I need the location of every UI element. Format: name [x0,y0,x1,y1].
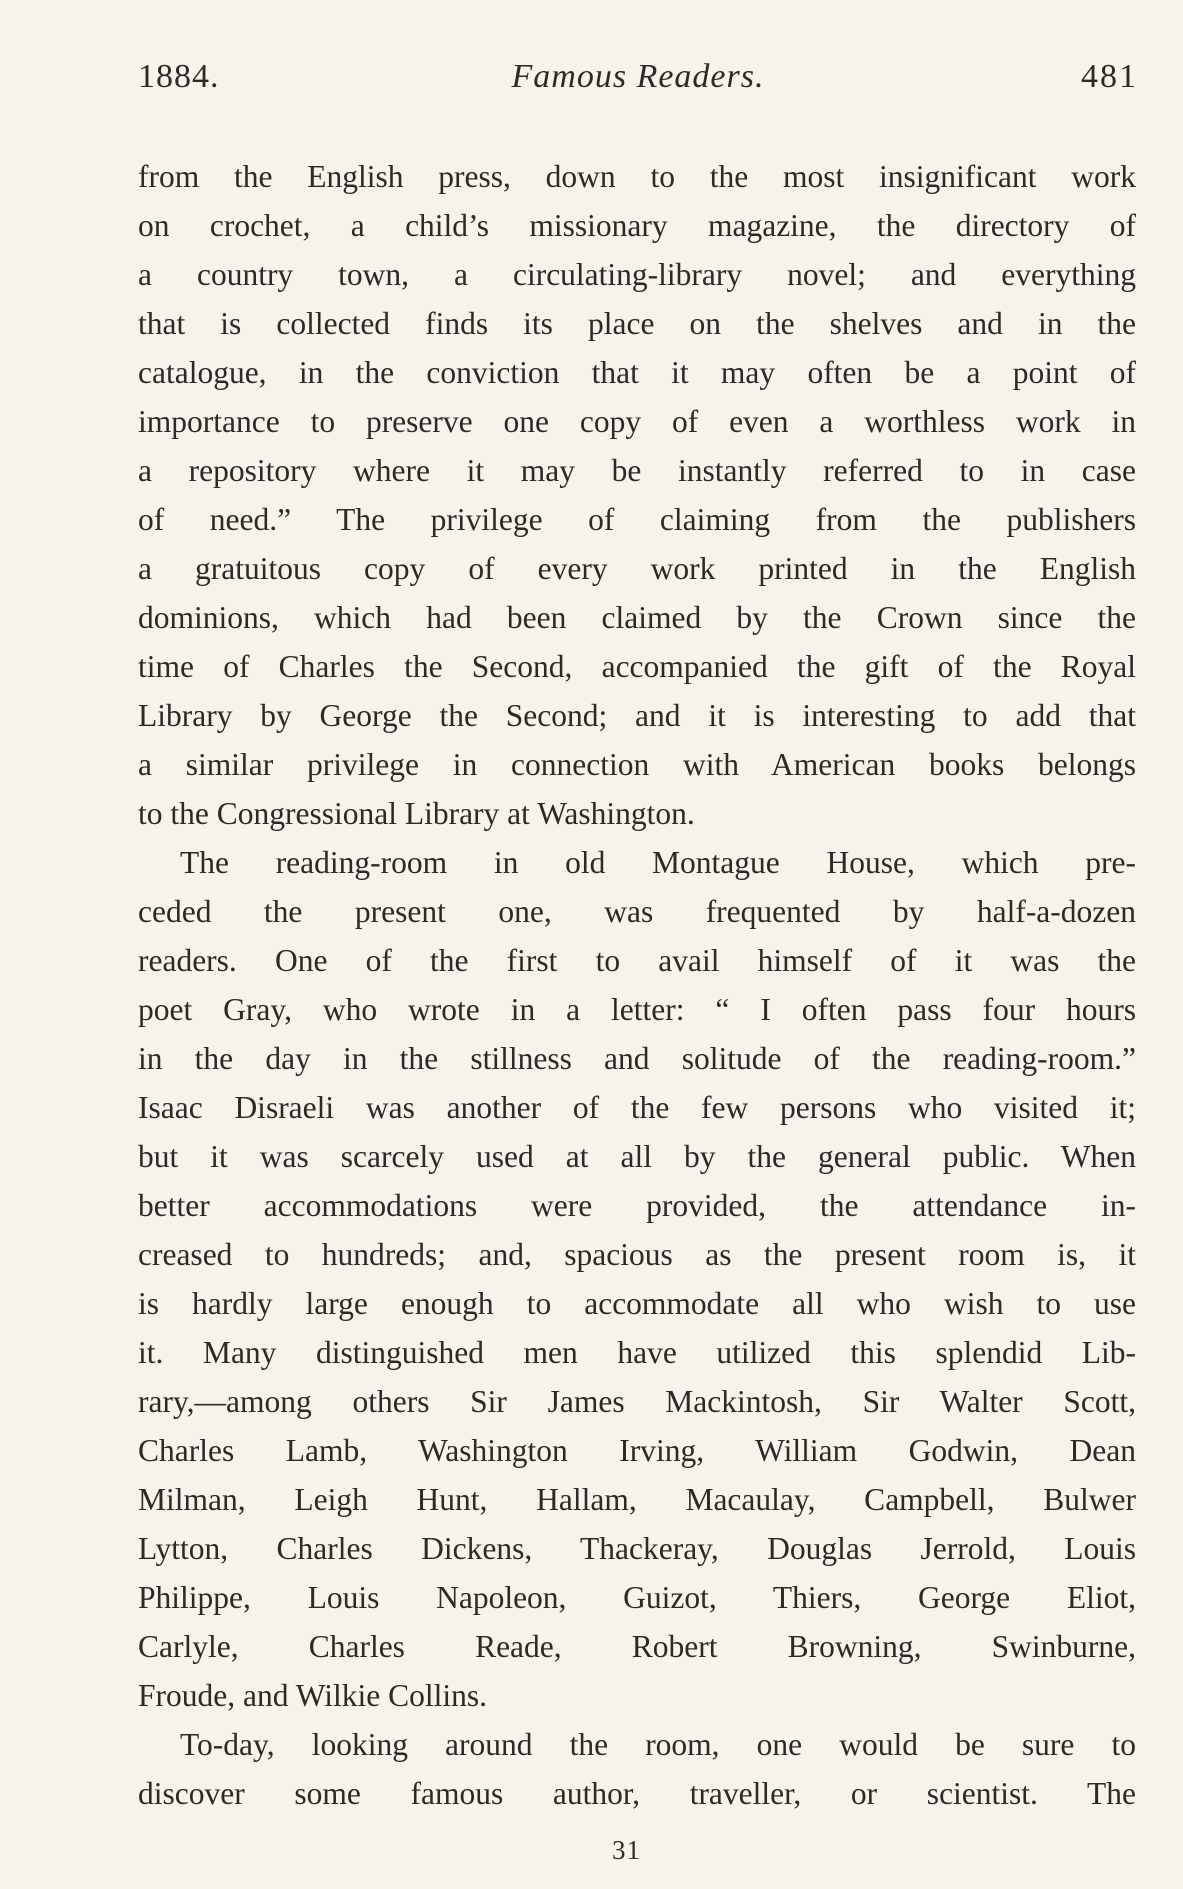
text-line: Carlyle, Charles Reade, Robert Browning, Swinburne, [138,1629,1136,1664]
text-line: but it was scarcely used at all by the general public. When [138,1139,1136,1174]
signature-mark: 31 [612,1835,641,1865]
text-line: rary,—among others Sir James Mackintosh, Sir Walter Scott, [138,1384,1136,1419]
text-line: to the Congressional Library at Washington. [138,796,695,831]
text-line: in the day in the stillness and solitude of the reading-room.” [138,1041,1136,1076]
text-line: Philippe, Louis Napoleon, Guizot, Thiers, George Eliot, [138,1580,1136,1615]
text-line: Froude, and Wilkie Collins. [138,1678,488,1713]
text-line: is hardly large enough to accommodate all who wish to use [138,1286,1136,1321]
running-head [138,58,1138,102]
text-line: To-day, looking around the room, one would be sure to [180,1727,1136,1762]
text-line: from the English press, down to the most insignificant work [138,159,1136,194]
text-line: Milman, Leigh Hunt, Hallam, Macaulay, Campbell, Bulwer [138,1482,1136,1517]
text-line: time of Charles the Second, accompanied the gift of the Royal [138,649,1136,684]
text-line: importance to preserve one copy of even a worthless work in [138,404,1136,439]
text-line: discover some famous author, traveller, or scientist. The [138,1776,1136,1811]
text-line: creased to hundreds; and, spacious as the present room is, it [138,1237,1136,1272]
text-line: Lytton, Charles Dickens, Thackeray, Douglas Jerrold, Louis [138,1531,1136,1566]
text-line: Library by George the Second; and it is interesting to add that [138,698,1136,733]
body-text [138,152,1136,1818]
text-line: on crochet, a child’s missionary magazine, the directory of [138,208,1136,243]
text-line: better accommodations were provided, the attendance in- [138,1188,1136,1223]
running-head-title: Famous Readers. [511,58,765,95]
text-line: Charles Lamb, Washington Irving, William Godwin, Dean [138,1433,1136,1468]
text-line: a gratuitous copy of every work printed in the English [138,551,1136,586]
text-line: a repository where it may be instantly referred to in case [138,453,1136,488]
text-line: catalogue, in the conviction that it may often be a point of [138,355,1136,390]
text-line: The reading-room in old Montague House, which pre- [180,845,1136,880]
text-line: ceded the present one, was frequented by half-a-dozen [138,894,1136,929]
text-line: of need.” The privilege of claiming from the publishers [138,502,1136,537]
page-number: 481 [1081,58,1138,95]
text-line: a country town, a circulating-library novel; and everything [138,257,1136,292]
text-line: readers. One of the first to avail himself of it was the [138,943,1136,978]
text-line: it. Many distinguished men have utilized this splendid Lib- [138,1335,1136,1370]
text-line: that is collected finds its place on the shelves and in the [138,306,1136,341]
text-line: poet Gray, who wrote in a letter: “ I often pass four hours [138,992,1136,1027]
text-line: dominions, which had been claimed by the Crown since the [138,600,1136,635]
text-line: a similar privilege in connection with American books belongs [138,747,1136,782]
running-head-year: 1884. [138,58,220,95]
text-line: Isaac Disraeli was another of the few persons who visited it; [138,1090,1136,1125]
